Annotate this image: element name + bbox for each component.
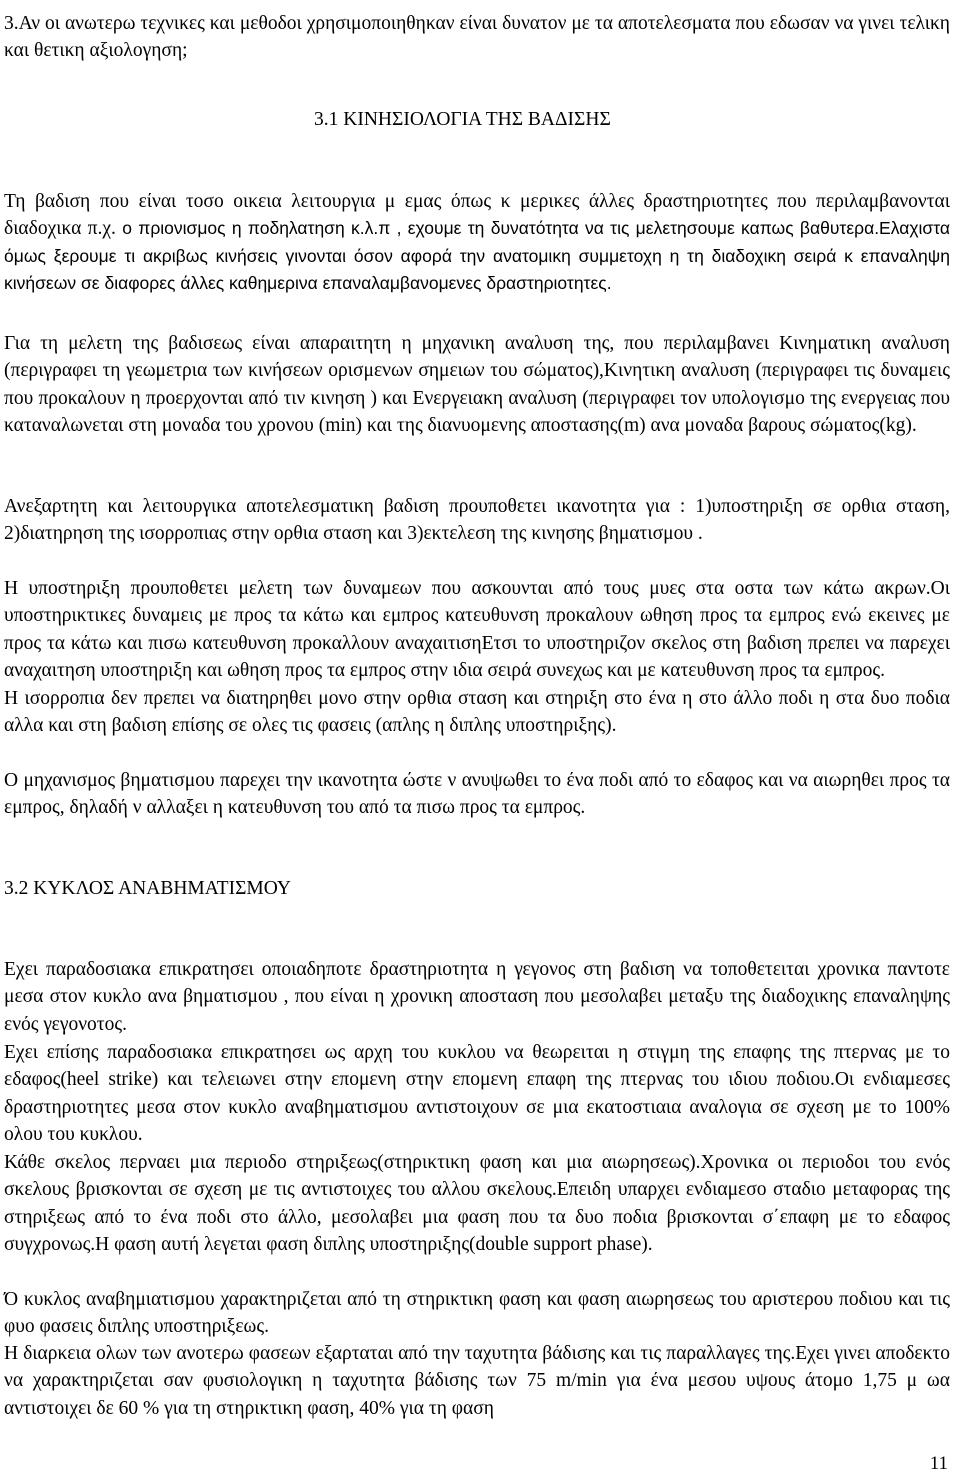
section-3-1-paragraph-6: Ο μηχανισμος βηματισμου παρεχει την ικανοτητα ώστε ν ανυψωθει το ένα ποδι από το εδαφος και να αιωρηθει προς τα εμπρος, δηλαδή ν αλλαξει η κατευθυνση του από τα πισω προς τα εμπρος. <box>4 770 950 819</box>
section-3-1-heading: 3.1 ΚΙΝΗΣΙΟΛΟΓΙΑ ΤΗΣ ΒΑΔΙΣΗΣ <box>314 109 611 130</box>
page-number: 11 <box>929 1453 948 1474</box>
section-3-2-paragraph-1: Εχει παραδοσιακα επικρατησει οποιαδηποτε δραστηριοτητα η γεγονος στη βαδιση να τοποθετειται χρονικα παντοτε μεσα στον κυκλο ανα βηματισμου , που είναι η χρονικη αποσταση που μεσολαβει μεταξυ της διαδοχικης επαναληψης ενός γεγονοτος. <box>4 959 950 1035</box>
section-3-2-heading: 3.2 ΚΥΚΛΟΣ ΑΝΑΒΗΜΑΤΙΣΜΟΥ <box>4 878 291 899</box>
intro-question: 3.Αν οι ανωτερω τεχνικες και μεθοδοι χρησιμοποιηθηκαν είναι δυνατον με τα αποτελεσματα που εδωσαν να γινει τελικη και θετικη αξιολογηση; <box>4 13 950 62</box>
section-3-2-paragraph-2: Εχει επίσης παραδοσιακα επικρατησει ως αρχη του κυκλου να θεωρειται η στιγμη της επαφης της πτερνας με το εδαφος(heel strike) και τελειωνει στην επομενη στην επομενη επαφη της πτερνας του ιδιου ποδιου.Οι ενδιαμεσες δραστηριοτητες μεσα στον κυκλο αναβηματισμου αντιστοιχουν σε μια εκατοστιαια αναλογια σε σχεση με το 100% ολου του κυκλου. <box>4 1042 950 1146</box>
paragraph-1-serif-text: Τη βαδιση που είναι τοσο οικεια λειτουργια μ εμας όπως κ μερικες άλλες δραστηριοτητες που περιλαμβανονται διαδοχικα π.χ. <box>4 191 950 240</box>
section-3-1-paragraph-3: Ανεξαρτητη και λειτουργικα αποτελεσματικη βαδιση προυποθετει ικανοτητα για : 1)υποστηριξη σε ορθια σταση, 2)διατηρηση της ισορροπιας στην ορθια σταση και 3)εκτελεση της κινησης βηματισμου . <box>4 496 950 545</box>
section-3-1-paragraph-5: Η ισορροπια δεν πρεπει να διατηρηθει μονο στην ορθια σταση και στηριξη στο ένα η στο άλλο ποδι η στα δυο ποδια αλλα και στη βαδιση επίσης σε ολες τις φασεις (απλης η διπλης υποστηριξης). <box>4 688 950 737</box>
section-3-2-paragraph-5: Η διαρκεια ολων των ανοτερω φασεων εξαρταται από την ταχυτητα βάδισης και τις παραλλαγες της.Εχει γινει αποδεκτο να χαρακτηριζεται σαν φυσιολογικη η ταχυτητα βάδισης των 75 m/min για ένα μεσου υψους άτομο 1,75 μ ωα αντιστοιχει δε 60 % για τη στηρικτικη φαση, 40% για τη φαση <box>4 1343 950 1419</box>
paragraph-1-sans-text: ο πριονισμος η ποδηλατηση κ.λ.π , εχουμε τη δυνατότητα να τις μελετησουμε καπως βαθυτερα.Ελαχιστα όμως ξερουμε τι ακριβως κινήσεις γινονται όσον αφορά την ανατομικη συμμετοχη η τη διαδοχικη σειρά κ επαναληψη κινήσεων σε διαφορες άλλες καθημερινα επαναλαμβανομενες δραστηριοτητες. <box>4 218 950 294</box>
section-3-1-paragraph-2: Για τη μελετη της βαδισεως είναι απαραιτητη η μηχανικη αναλυση της, που περιλαμβανει Κινηματικη αναλυση (περιγραφει τη γεωμετρια των κινήσεων ορισμενων σημειων του σώματος),Κινητικη αναλυση (περιγραφει τις δυναμεις που προκαλουν η προερχονται από τιν κινηση ) και Ενεργειακη αναλυση (περιγραφει τον υπολογισμο της ενεργειας που καταναλωνεται στη μοναδα του χρονου (min) και της διανυομενης αποστασης(m) ανα μοναδα βαρους σώματος(kg). <box>4 333 950 437</box>
section-3-2-paragraph-4: Ό κυκλος αναβημιατισμου χαρακτηριζεται από τη στηρικτικη φαση και φαση αιωρησεως του αριστερου ποδιου και τις φυο φασεις διπλης υποστηριξεως. <box>4 1289 950 1338</box>
section-3-1-paragraph-4: Η υποστηριξη προυποθετει μελετη των δυναμεων που ασκουνται από τους μυες στα οστα των κάτω ακρων.Οι υποστηρικτικες δυναμεις με προς τα κάτω και εμπρος κατευθυνση προκαλουν ωθηση προς τα εμπρος ενώ εκεινες με προς τα κάτω και πισω κατευθυνση προκαλλουν αναχαιτισηΕτσι το υποστηριζον σκελος στη βαδιση πρεπει να παρεχει αναχαιτηση υποστηριξη και ωθηση προς τα εμπρος στην ιδια σειρά συνεχως και με κατευθυνση προς τα εμπρος. <box>4 578 950 682</box>
section-3-1-paragraph-1 <box>4 188 950 298</box>
section-3-2-paragraph-3: Κάθε σκελος περναει μια περιοδο στηριξεως(στηρικτικη φαση και μια αιωρησεως).Χρονικα οι περιοδοι του ενός σκελους βρισκονται σε σχεση με τις αντιστοιχες του αλλου σκελους.Επειδη υπαρχει ενδιαμεσο σταδιο μεταφορας της στηριξεως από το ένα ποδι στο άλλο, μεσολαβει μια φαση που τα δυο ποδια βρισκονται σ΄επαφη με το εδαφος συγχρονως.Η φαση αυτή λεγεται φαση διπλης υποστηριξης(double support phase). <box>4 1152 950 1256</box>
